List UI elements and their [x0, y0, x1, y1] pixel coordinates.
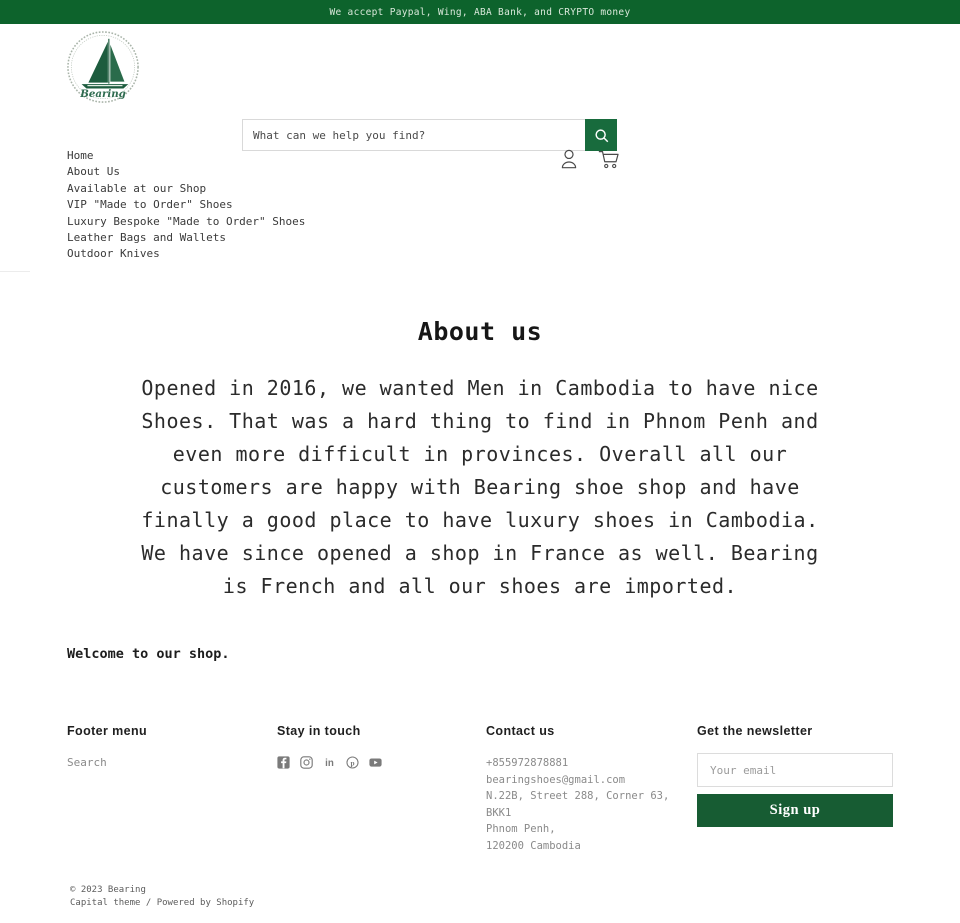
svg-text:in: in — [325, 758, 334, 769]
contact-postal-country: 120200 Cambodia — [486, 839, 581, 852]
footer-menu-column — [67, 724, 263, 770]
page-title: About us — [417, 317, 543, 346]
about-text: Opened in 2016, we wanted Men in Cambodia to have nice Shoes. That was a hard thing to find in Phnom Penh and even more difficult in provinces. Overall all our customers are happy with Bearing shoe shop and have finally a good place to have luxury shoes in Cambodia. We have since opened a shop in France as well. Bearing is French and all our shoes are imported. — [141, 376, 819, 598]
nav-item-outdoor-knives[interactable]: Outdoor Knives — [67, 247, 160, 261]
newsletter-signup-button[interactable]: Sign up — [697, 794, 893, 827]
footer-search-link[interactable]: Search — [67, 756, 107, 769]
instagram-icon[interactable] — [300, 756, 313, 769]
contact-us-title: Contact us — [486, 724, 555, 738]
contact-email: bearingshoes@gmail.com — [486, 773, 626, 786]
contact-info — [486, 755, 682, 854]
header-divider — [0, 271, 30, 272]
newsletter-title: Get the newsletter — [697, 724, 813, 738]
cart-icon[interactable] — [596, 146, 621, 172]
nav-item-about-us[interactable]: About Us — [67, 165, 120, 179]
facebook-icon[interactable] — [277, 756, 290, 769]
contact-address-line1: N.22B, Street 288, Corner 63, — [486, 790, 670, 802]
youtube-icon[interactable] — [369, 756, 382, 769]
search-input[interactable] — [242, 119, 585, 151]
nav-item-available-at-our-shop[interactable]: Available at our Shop — [67, 181, 207, 195]
nav-item-luxury-bespoke-shoes[interactable]: Luxury Bespoke "Made to Order" Shoes — [67, 214, 306, 228]
svg-text:p: p — [350, 758, 355, 768]
contact-us-column — [486, 724, 682, 854]
header-icons — [556, 146, 621, 172]
theme-credit[interactable]: Capital theme / Powered by Shopify — [70, 897, 255, 908]
contact-city: Phnom Penh, — [486, 823, 556, 835]
store-logo[interactable] — [66, 30, 140, 106]
legal-block — [70, 884, 254, 909]
svg-text:Bearing: Bearing — [80, 88, 126, 101]
footer-menu-title: Footer menu — [67, 724, 148, 738]
nav-item-leather-bags-wallets[interactable]: Leather Bags and Wallets — [67, 231, 226, 245]
copyright-text: © 2023 Bearing — [70, 885, 146, 895]
contact-address-line2: BKK1 — [486, 806, 512, 819]
nav-item-vip-made-to-order-shoes[interactable]: VIP "Made to Order" Shoes — [67, 198, 233, 212]
welcome-text: Welcome to our shop. — [67, 646, 230, 662]
stay-in-touch-title: Stay in touch — [277, 724, 361, 738]
nav-item-home[interactable]: Home — [67, 149, 94, 162]
newsletter-email-input[interactable] — [697, 753, 893, 787]
social-icons-row — [277, 756, 473, 769]
account-icon[interactable] — [556, 146, 581, 172]
stay-in-touch-column — [277, 724, 473, 769]
announcement-bar — [0, 0, 960, 24]
linkedin-icon[interactable] — [323, 756, 336, 769]
sailboat-logo-icon — [66, 30, 140, 106]
announcement-text: We accept Paypal, Wing, ABA Bank, and CRYPTO money — [329, 6, 631, 18]
pinterest-icon[interactable] — [346, 756, 359, 769]
magnifier-icon — [593, 127, 610, 144]
contact-phone: +855972878881 — [486, 757, 569, 769]
main-nav — [67, 148, 305, 263]
newsletter-column — [697, 724, 893, 827]
